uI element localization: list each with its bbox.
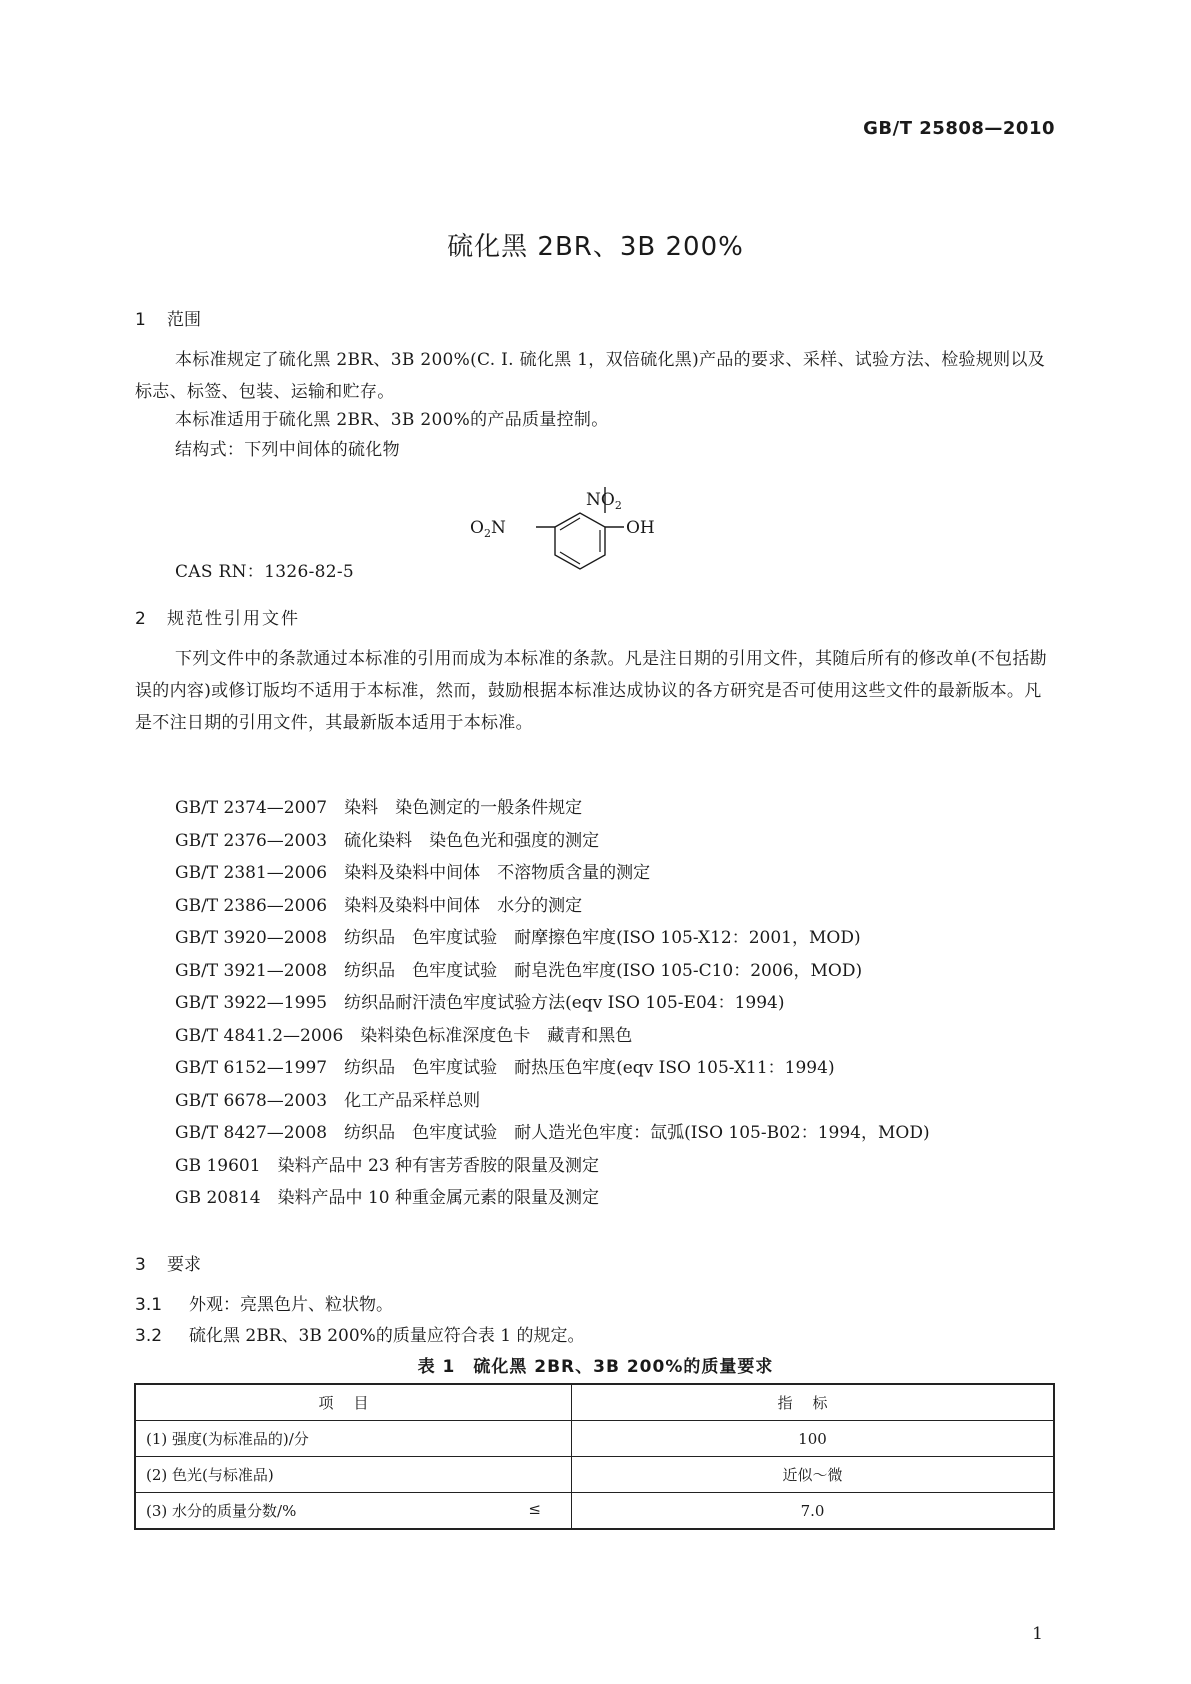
standard-code: GB/T 25808—2010	[863, 118, 1055, 139]
reference-item: GB/T 3921—2008 纺织品 色牢度试验 耐皂洗色牢度(ISO 105-C10：2006，MOD)	[175, 960, 863, 981]
table-row	[135, 1493, 1054, 1530]
section-number: 1	[135, 310, 146, 330]
item-cell	[135, 1457, 572, 1493]
item-text: (2) 色光(与标准品)	[146, 1466, 274, 1484]
reference-item: GB/T 2381—2006 染料及染料中间体 不溶物质含量的测定	[175, 863, 651, 883]
section-number: 3	[135, 1255, 146, 1275]
clause-text: 外观：亮黑色片、粒状物。	[189, 1295, 393, 1315]
document-title: 硫化黑 2BR、3B 200%	[447, 232, 744, 262]
column-header-item: 项目	[135, 1384, 572, 1421]
page-number: 1	[1032, 1624, 1043, 1644]
reference-item: GB/T 2374—2007 染料 染色测定的一般条件规定	[175, 798, 583, 818]
refs-intro-paragraph: 下列文件中的条款通过本标准的引用而成为本标准的条款。凡是注日期的引用文件，其随后所有的修改单(不包括勘误的内容)或修订版均不适用于本标准，然而，鼓励根据本标准达成协议的各方研究是否可使用这些文件的最新版本。凡是不注日期的引用文件，其最新版本适用于本标准。	[135, 649, 1047, 733]
item-cell	[135, 1421, 572, 1457]
quality-requirements-table	[134, 1383, 1055, 1530]
clause-number: 3.1	[135, 1295, 163, 1315]
clause-text: 硫化黑 2BR、3B 200%的质量应符合表 1 的规定。	[189, 1326, 585, 1346]
clause-3-1	[135, 1290, 393, 1315]
value-cell: 7.0	[572, 1493, 1055, 1530]
item-text: (1) 强度(为标准品的)/分	[146, 1430, 309, 1448]
nitro-left-group: $O_2N$	[470, 518, 506, 540]
reference-item: GB/T 8427—2008 纺织品 色牢度试验 耐人造光色牢度：氙弧(ISO 105-B02：1994，MOD)	[175, 1123, 930, 1143]
reference-item: GB/T 3922—1995 纺织品耐汗渍色牢度试验方法(eqv ISO 105-E04：1994)	[175, 993, 785, 1013]
ring-double-bond	[560, 552, 580, 564]
section-title: 规范性引用文件	[167, 609, 300, 629]
value-cell: 近似～微	[572, 1457, 1055, 1493]
reference-item: GB/T 3920—2008 纺织品 色牢度试验 耐摩擦色牢度(ISO 105-X12：2001，MOD)	[175, 928, 861, 948]
table-row	[135, 1457, 1054, 1493]
reference-item: GB 19601 染料产品中 23 种有害芳香胺的限量及测定	[175, 1155, 599, 1176]
reference-item: GB/T 4841.2—2006 染料染色标准深度色卡 藏青和黑色	[175, 1025, 633, 1046]
reference-item: GB/T 6678—2003 化工产品采样总则	[175, 1090, 481, 1111]
hydroxyl-group: OH	[626, 518, 655, 538]
section-title: 范围	[167, 310, 201, 330]
column-header-value: 指标	[572, 1384, 1055, 1421]
nitro-top-group: $NO_2$	[586, 490, 622, 512]
section-number: 2	[135, 609, 146, 629]
ring-double-bond	[560, 518, 580, 530]
item-qualifier: ≤	[528, 1500, 541, 1518]
section-2-heading	[135, 604, 300, 629]
clause-3-2	[135, 1321, 584, 1346]
value-cell: 100	[572, 1421, 1055, 1457]
table-header-row	[135, 1384, 1054, 1421]
table-row	[135, 1421, 1054, 1457]
item-text: (3) 水分的质量分数/%	[146, 1502, 297, 1520]
scope-paragraph-1: 本标准规定了硫化黑 2BR、3B 200%(C. I. 硫化黑 1，双倍硫化黑)产品的要求、采样、试验方法、检验规则以及标志、标签、包装、运输和贮存。	[135, 350, 1046, 402]
table-caption: 表 1 硫化黑 2BR、3B 200%的质量要求	[417, 1357, 774, 1377]
structure-label: 结构式：下列中间体的硫化物	[175, 440, 400, 460]
section-title: 要求	[167, 1255, 201, 1275]
structural-formula	[470, 490, 730, 607]
cas-number: CAS RN：1326-82-5	[175, 562, 355, 582]
reference-item: GB/T 2376—2003 硫化染料 染色色光和强度的测定	[175, 830, 600, 851]
scope-paragraph-2: 本标准适用于硫化黑 2BR、3B 200%的产品质量控制。	[175, 410, 609, 430]
reference-list	[175, 792, 930, 1215]
benzene-ring	[555, 513, 605, 569]
reference-item: GB 20814 染料产品中 10 种重金属元素的限量及测定	[175, 1188, 599, 1208]
reference-item: GB/T 2386—2006 染料及染料中间体 水分的测定	[175, 895, 583, 916]
clause-number: 3.2	[135, 1326, 163, 1346]
reference-item: GB/T 6152—1997 纺织品 色牢度试验 耐热压色牢度(eqv ISO 105-X11：1994)	[175, 1058, 835, 1078]
item-cell	[135, 1493, 572, 1530]
section-1-heading	[135, 305, 201, 330]
section-3-heading	[135, 1250, 201, 1275]
